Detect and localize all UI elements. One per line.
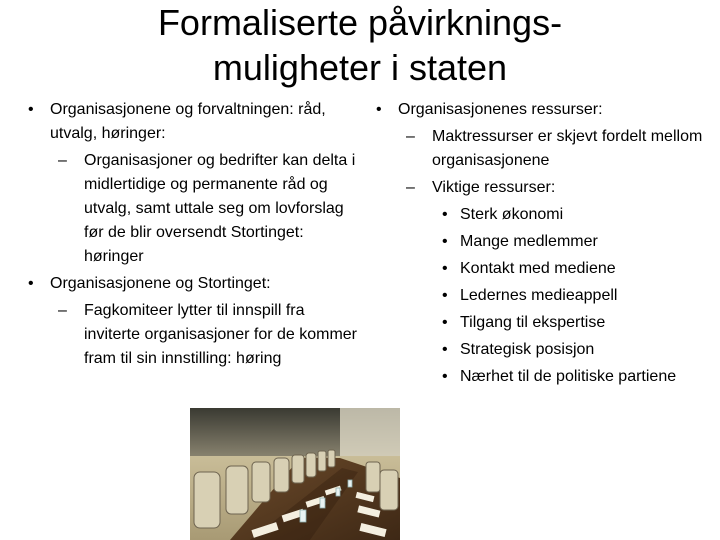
title-line-1: Formaliserte påvirknings- <box>157 2 563 43</box>
sub-bullet-maktressurser <box>376 125 711 173</box>
dash-marker: – <box>406 128 415 145</box>
sub-bullet-forvaltning <box>28 149 358 269</box>
resource-item-text: Strategisk posisjon <box>460 341 595 358</box>
sub-bullet-viktige <box>376 176 711 200</box>
dash-marker: – <box>58 302 67 319</box>
sub-bullet-stortinget <box>28 299 358 371</box>
resource-item-text: Sterk økonomi <box>460 206 564 223</box>
right-column <box>376 98 711 392</box>
left-column <box>28 98 358 374</box>
bullet-forvaltning <box>28 98 358 146</box>
conference-room-photo <box>190 408 400 540</box>
bullet-marker: • <box>442 233 448 250</box>
bullet-marker: • <box>442 341 448 358</box>
conference-table-image <box>190 408 400 540</box>
bullet-marker: • <box>442 206 448 223</box>
bullet-marker: • <box>28 275 34 292</box>
bullet-forvaltning-text: Organisasjonene og forvaltningen: råd, utvalg, høringer: <box>50 101 326 142</box>
resource-item <box>376 203 711 227</box>
sub-bullet-maktressurser-text: Maktressurser er skjevt fordelt mellom organisasjonene <box>432 128 703 169</box>
sub-bullet-forvaltning-text: Organisasjoner og bedrifter kan delta i midlertidige og permanente råd og utvalg, samt uttale seg om lovforslag før de blir oversendt Stortinget: høringer <box>84 152 356 265</box>
resource-item-text: Ledernes medieappell <box>460 287 618 304</box>
resource-item <box>376 311 711 335</box>
slide-title <box>60 0 660 90</box>
bullet-marker: • <box>442 260 448 277</box>
bullet-marker: • <box>376 101 382 118</box>
bullet-marker: • <box>28 101 34 118</box>
resource-item <box>376 284 711 308</box>
bullet-ressurser <box>376 98 711 122</box>
bullet-stortinget-text: Organisasjonene og Stortinget: <box>50 275 271 292</box>
resource-item <box>376 338 711 362</box>
resource-item-text: Nærhet til de politiske partiene <box>460 368 677 385</box>
resource-item-text: Kontakt med mediene <box>460 260 616 277</box>
bullet-marker: • <box>442 368 448 385</box>
resource-item-text: Tilgang til ekspertise <box>460 314 606 331</box>
bullet-stortinget <box>28 272 358 296</box>
bullet-marker: • <box>442 314 448 331</box>
sub-bullet-viktige-text: Viktige ressurser: <box>432 179 556 196</box>
dash-marker: – <box>406 179 415 196</box>
resource-item <box>376 257 711 281</box>
bullet-marker: • <box>442 287 448 304</box>
bullet-ressurser-text: Organisasjonenes ressurser: <box>398 101 603 118</box>
resource-item <box>376 230 711 254</box>
resource-item <box>376 365 711 389</box>
dash-marker: – <box>58 152 67 169</box>
resource-item-text: Mange medlemmer <box>460 233 598 250</box>
sub-bullet-stortinget-text: Fagkomiteer lytter til innspill fra inviterte organisasjoner for de kommer fram til sin innstilling: høring <box>84 302 358 367</box>
title-line-2: muligheter i staten <box>212 47 508 88</box>
